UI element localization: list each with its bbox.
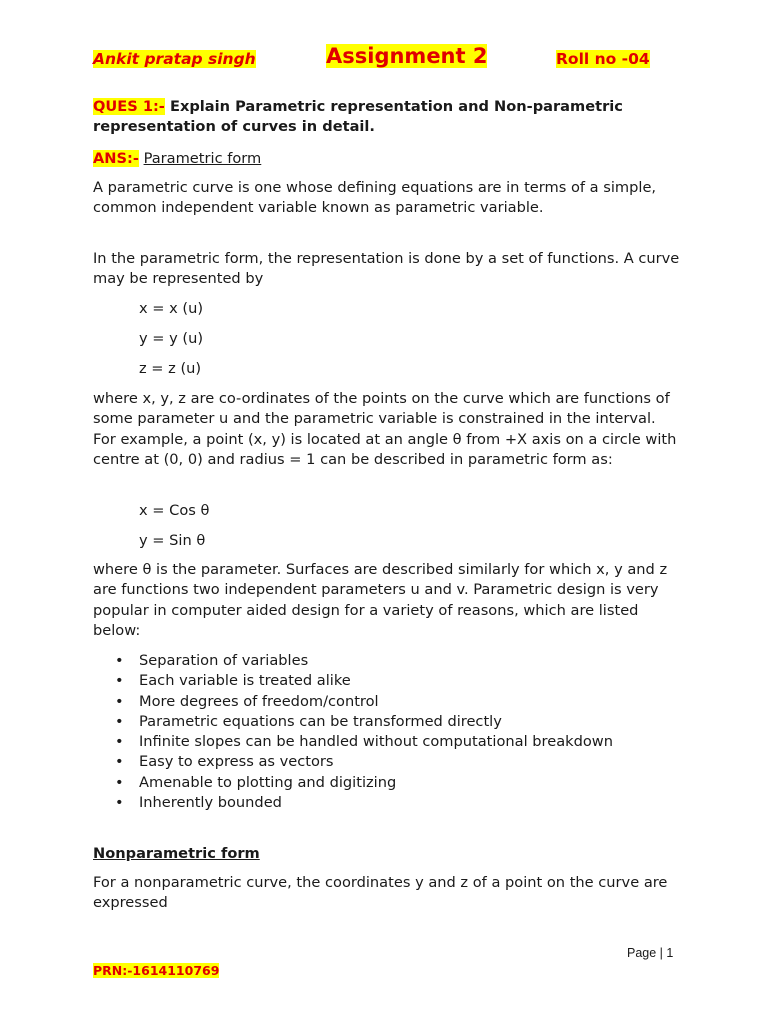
page-number: Page | 1 xyxy=(627,946,674,960)
assignment-title: Assignment 2 xyxy=(326,44,488,68)
bullet-icon: • xyxy=(115,733,124,751)
question xyxy=(93,97,683,138)
paragraph-2: In the parametric form, the representation is done by a set of functions. A curve may be represented by xyxy=(93,250,680,288)
section-heading-parametric: Parametric form xyxy=(143,150,262,167)
list-item-text: Inherently bounded xyxy=(139,794,282,812)
list-item xyxy=(93,671,683,691)
paragraph-4: where θ is the parameter. Surfaces are described similarly for which x, y and z are functions two independent parameters u and v. Parametric design is very popular in computer aided design for a variety of reasons, which are listed below: xyxy=(93,561,668,640)
list-item xyxy=(93,793,683,813)
bullet-icon: • xyxy=(115,672,124,690)
answer-heading xyxy=(93,149,683,169)
roll-number: Roll no -04 xyxy=(556,50,650,68)
question-text: Explain Parametric representation and Non-parametric representation of curves in detail. xyxy=(93,98,623,136)
paragraph-5: For a nonparametric curve, the coordinates y and z of a point on the curve are expressed xyxy=(93,874,668,912)
answer-label: ANS:- xyxy=(93,150,139,167)
bullet-icon: • xyxy=(115,753,124,771)
list-item xyxy=(93,651,683,671)
question-label: QUES 1:- xyxy=(93,98,165,115)
list-item xyxy=(93,692,683,712)
equation-z: z = z (u) xyxy=(139,360,202,377)
list-item-text: Amenable to plotting and digitizing xyxy=(139,773,397,791)
equation-y: y = y (u) xyxy=(139,330,204,347)
prn-number: PRN:-1614110769 xyxy=(93,963,220,978)
bullet-icon: • xyxy=(115,794,124,812)
paragraph-3: where x, y, z are co-ordinates of the points on the curve which are functions of some parameter u and the parametric variable is constrained in the interval. For example, a point (x, y) is located at an angle θ from +X axis on a circle with centre at (0, 0) and radius = 1 can be described in parametric form as: xyxy=(93,390,677,469)
bullet-icon: • xyxy=(115,692,124,710)
section-heading-nonparametric: Nonparametric form xyxy=(93,845,260,862)
bullet-icon: • xyxy=(115,652,124,669)
list-item xyxy=(93,773,683,793)
bullet-icon: • xyxy=(115,773,124,791)
list-item xyxy=(93,712,683,732)
document-header xyxy=(0,42,768,82)
paragraph-1: A parametric curve is one whose defining equations are in terms of a simple, common independent variable known as parametric variable. xyxy=(93,179,657,217)
list-item-text: Easy to express as vectors xyxy=(139,753,334,771)
advantages-list xyxy=(93,651,683,813)
list-item-text: Each variable is treated alike xyxy=(139,672,351,690)
section-heading-nonparametric-wrap xyxy=(93,844,683,864)
list-item xyxy=(93,732,683,752)
list-item xyxy=(93,752,683,772)
author-name: Ankit pratap singh xyxy=(93,50,256,68)
equation-sin: y = Sin θ xyxy=(139,532,206,549)
list-item-text: Separation of variables xyxy=(139,652,309,669)
list-item-text: Infinite slopes can be handled without computational breakdown xyxy=(139,733,613,751)
list-item-text: Parametric equations can be transformed directly xyxy=(139,712,502,730)
list-item-text: More degrees of freedom/control xyxy=(139,692,379,710)
equation-x: x = x (u) xyxy=(139,300,204,317)
bullet-icon: • xyxy=(115,712,124,730)
equation-cos: x = Cos θ xyxy=(139,502,210,519)
